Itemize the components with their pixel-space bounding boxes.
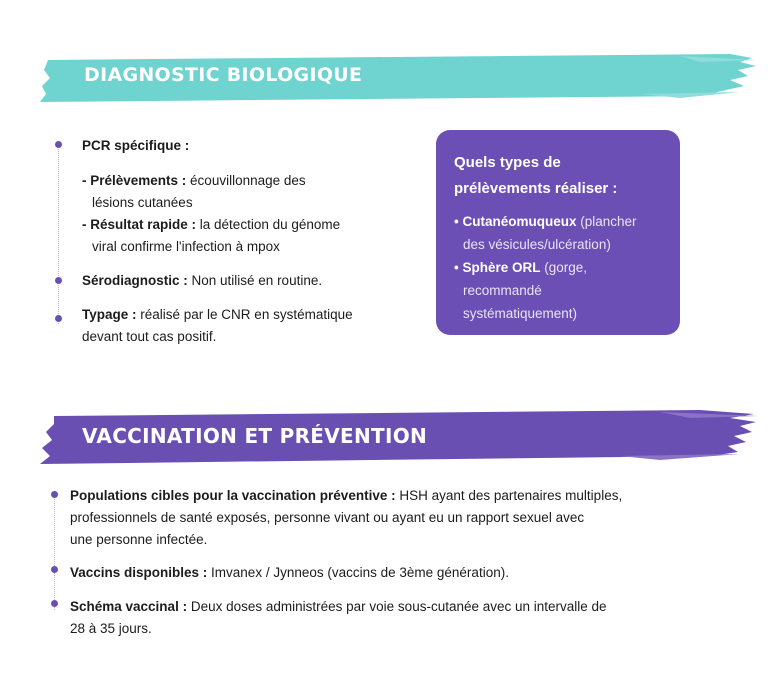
schema-text: Deux doses administrées par voie sous-cutanée avec un intervalle de: [187, 599, 607, 614]
bullet-dot: [55, 141, 62, 148]
prelevements-label: - Prélèvements :: [82, 173, 187, 188]
typage-line: [82, 304, 353, 326]
item-text: (plancher: [576, 214, 637, 229]
bullet-dot: [51, 600, 58, 607]
timeline-line: [58, 144, 59, 324]
bullet-dot: [51, 566, 58, 573]
item-text: recommandé: [463, 283, 542, 298]
typage-label: Typage :: [82, 307, 137, 322]
prelevements-line-2: lésions cutanées: [92, 195, 193, 210]
serodiag-line: [82, 270, 322, 292]
section-banner-diagnostic: [40, 50, 760, 108]
section-title-diagnostic: DIAGNOSTIC BIOLOGIQUE: [84, 64, 363, 86]
resultat-line: [82, 214, 340, 236]
item-text: des vésicules/ulcération): [463, 237, 611, 252]
populations-line-3: une personne infectée.: [70, 532, 208, 547]
pcr-heading: [82, 135, 189, 157]
bullet-dot: [55, 315, 62, 322]
info-box-prelevements: [436, 130, 680, 335]
item-text: systématiquement): [463, 306, 578, 321]
schema-line-2: 28 à 35 jours.: [70, 621, 152, 636]
info-box-item-line: [463, 279, 683, 302]
item-label: • Cutanéomuqueux: [454, 214, 577, 229]
serodiag-label: Sérodiagnostic :: [82, 273, 188, 288]
timeline-line: [54, 494, 55, 610]
populations-label: Populations cibles pour la vaccination préventive :: [70, 488, 396, 503]
info-box-item-orl: [454, 256, 674, 279]
section-title-vaccination: VACCINATION ET PRÉVENTION: [82, 424, 428, 448]
item-label: • Sphère ORL: [454, 260, 541, 275]
resultat-text: la détection du génome: [196, 217, 341, 232]
pcr-label: PCR spécifique :: [82, 138, 190, 153]
resultat-label: - Résultat rapide :: [82, 217, 197, 232]
schema-label: Schéma vaccinal :: [70, 599, 188, 614]
info-box-title-line: prélèvements réaliser :: [454, 180, 618, 197]
bullet-dot: [51, 491, 58, 498]
vaccins-line: [70, 562, 509, 584]
vaccins-label: Vaccins disponibles :: [70, 565, 208, 580]
info-box-item-line: [463, 233, 683, 256]
populations-line-2: professionnels de santé exposés, personne vivant ou ayant eu un rapport sexuel avec: [70, 510, 585, 525]
populations-text: HSH ayant des partenaires multiples,: [395, 488, 623, 503]
schema-line: [70, 596, 607, 618]
info-box-title-line: Quels types de: [454, 154, 561, 171]
bullet-dot: [55, 277, 62, 284]
section-banner-vaccination: [40, 408, 760, 470]
item-text: (gorge,: [540, 260, 588, 275]
prelevements-text: écouvillonnage des: [186, 173, 306, 188]
typage-text: réalisé par le CNR en systématique: [136, 307, 353, 322]
populations-line: [70, 485, 622, 507]
typage-line-2: devant tout cas positif.: [82, 329, 217, 344]
resultat-line-2: viral confirme l'infection à mpox: [92, 239, 280, 254]
vaccins-text: Imvanex / Jynneos (vaccins de 3ème génération).: [207, 565, 509, 580]
serodiag-text: Non utilisé en routine.: [187, 273, 323, 288]
prelevements-line: [82, 170, 306, 192]
info-box-title: [454, 150, 674, 202]
info-box-item-cutaneomuqueux: [454, 210, 674, 233]
info-box-item-line: [463, 302, 683, 325]
